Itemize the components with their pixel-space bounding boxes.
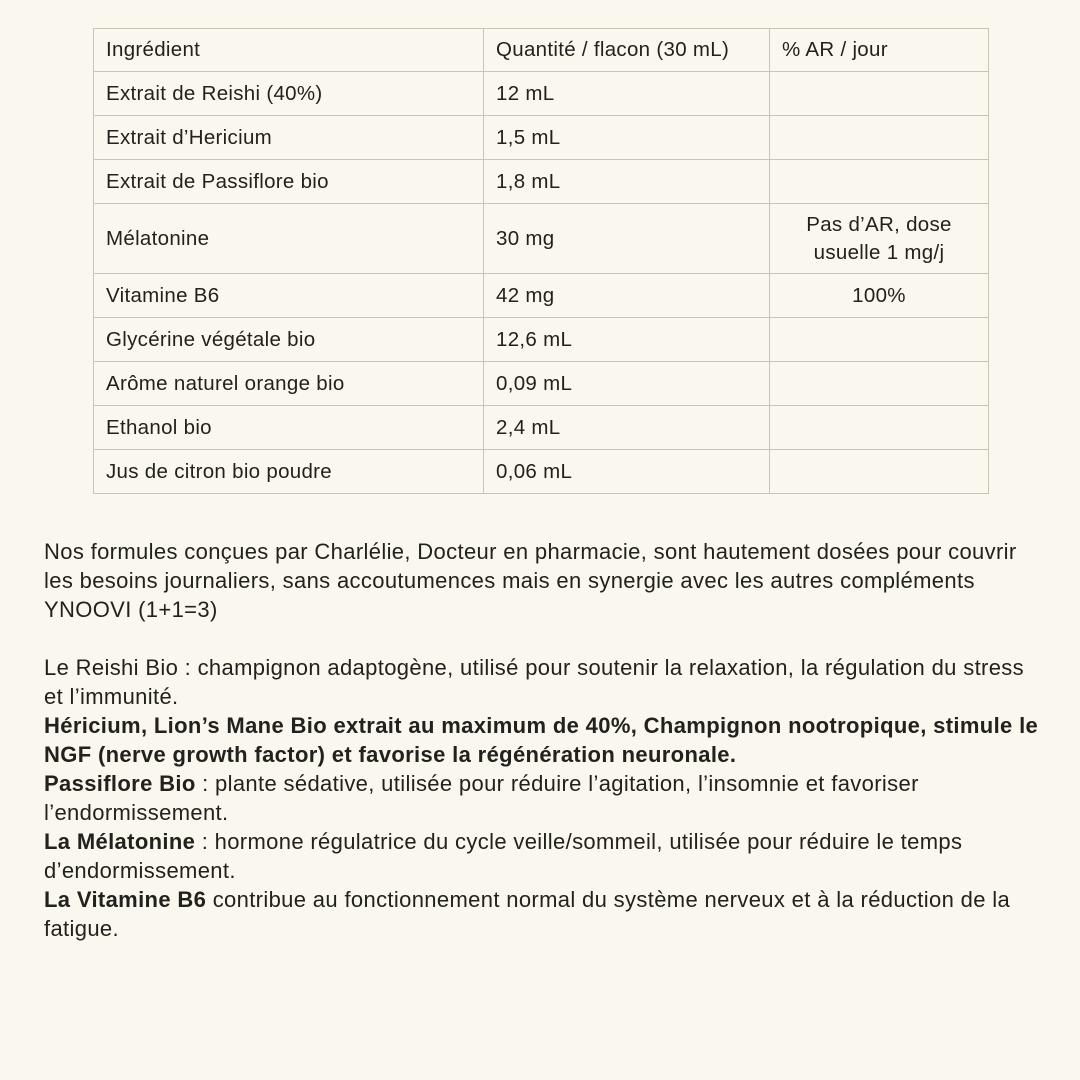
table-row xyxy=(94,406,989,450)
table-cell-ingredient: Arôme naturel orange bio xyxy=(94,362,484,406)
table-cell-quantity: 1,8 mL xyxy=(484,160,770,204)
table-row xyxy=(94,72,989,116)
table-cell-ar-per-day xyxy=(770,406,989,450)
table-cell-ingredient: Glycérine végétale bio xyxy=(94,318,484,362)
table-cell-quantity: 12,6 mL xyxy=(484,318,770,362)
header-ar-per-day: % AR / jour xyxy=(770,29,989,72)
table-cell-quantity: 42 mg xyxy=(484,274,770,318)
ingredient-name-emphasis: La Mélatonine xyxy=(44,829,196,854)
description-block xyxy=(44,653,1042,943)
description-text: Le Reishi Bio : champignon adaptogène, utilisé pour soutenir la relaxation, la régulation du stress et l’immunité. xyxy=(44,655,1025,709)
table-header-row xyxy=(94,29,989,72)
table-cell-ar-per-day: Pas d’AR, dose usuelle 1 mg/j xyxy=(770,204,989,274)
table-cell-ar-per-day xyxy=(770,318,989,362)
table-cell-ingredient: Extrait de Reishi (40%) xyxy=(94,72,484,116)
table-cell-ingredient: Vitamine B6 xyxy=(94,274,484,318)
table-cell-ar-per-day xyxy=(770,116,989,160)
table-cell-quantity: 12 mL xyxy=(484,72,770,116)
ingredient-name-emphasis: Passiflore Bio xyxy=(44,771,196,796)
header-quantity: Quantité / flacon (30 mL) xyxy=(484,29,770,72)
ingredients-table xyxy=(93,28,989,494)
ingredient-name-emphasis: Héricium, Lion’s Mane Bio extrait au maximum de 40%, Champignon nootropique, stimule le NGF (nerve growth factor) et favorise la régénération neuronale. xyxy=(44,713,1039,767)
description-text: : plante sédative, utilisée pour réduire l’agitation, l’insomnie et favoriser l’endormissement. xyxy=(44,771,919,825)
body-text xyxy=(44,537,1042,943)
table-row xyxy=(94,450,989,494)
table-cell-ar-per-day: 100% xyxy=(770,274,989,318)
ingredient-name-emphasis: La Vitamine B6 xyxy=(44,887,207,912)
table-cell-ingredient: Ethanol bio xyxy=(94,406,484,450)
description-text: contribue au fonctionnement normal du système nerveux et à la réduction de la fatigue. xyxy=(44,887,1011,941)
description-entry xyxy=(44,653,1042,711)
description-entry xyxy=(44,885,1042,943)
table-cell-ingredient: Mélatonine xyxy=(94,204,484,274)
table-cell-ar-per-day xyxy=(770,450,989,494)
table-cell-quantity: 1,5 mL xyxy=(484,116,770,160)
table-cell-ar-per-day xyxy=(770,160,989,204)
description-text: : hormone régulatrice du cycle veille/sommeil, utilisée pour réduire le temps d’endormissement. xyxy=(44,829,963,883)
table-row xyxy=(94,204,989,274)
table-cell-ingredient: Extrait d’Hericium xyxy=(94,116,484,160)
table-cell-ar-per-day xyxy=(770,362,989,406)
description-entry xyxy=(44,827,1042,885)
table-cell-quantity: 0,09 mL xyxy=(484,362,770,406)
table-row xyxy=(94,274,989,318)
description-entry xyxy=(44,769,1042,827)
table-cell-quantity: 0,06 mL xyxy=(484,450,770,494)
table-cell-ingredient: Jus de citron bio poudre xyxy=(94,450,484,494)
intro-paragraph: Nos formules conçues par Charlélie, Docteur en pharmacie, sont hautement dosées pour couvrir les besoins journaliers, sans accoutumences mais en synergie avec les autres compléments YNOOVI (1+1=3) xyxy=(44,539,1017,622)
table-row xyxy=(94,160,989,204)
table-row xyxy=(94,116,989,160)
header-ingredient: Ingrédient xyxy=(94,29,484,72)
table-cell-quantity: 2,4 mL xyxy=(484,406,770,450)
table-row xyxy=(94,318,989,362)
table-cell-quantity: 30 mg xyxy=(484,204,770,274)
table-cell-ingredient: Extrait de Passiflore bio xyxy=(94,160,484,204)
table-row xyxy=(94,362,989,406)
description-entry xyxy=(44,711,1042,769)
table-cell-ar-per-day xyxy=(770,72,989,116)
